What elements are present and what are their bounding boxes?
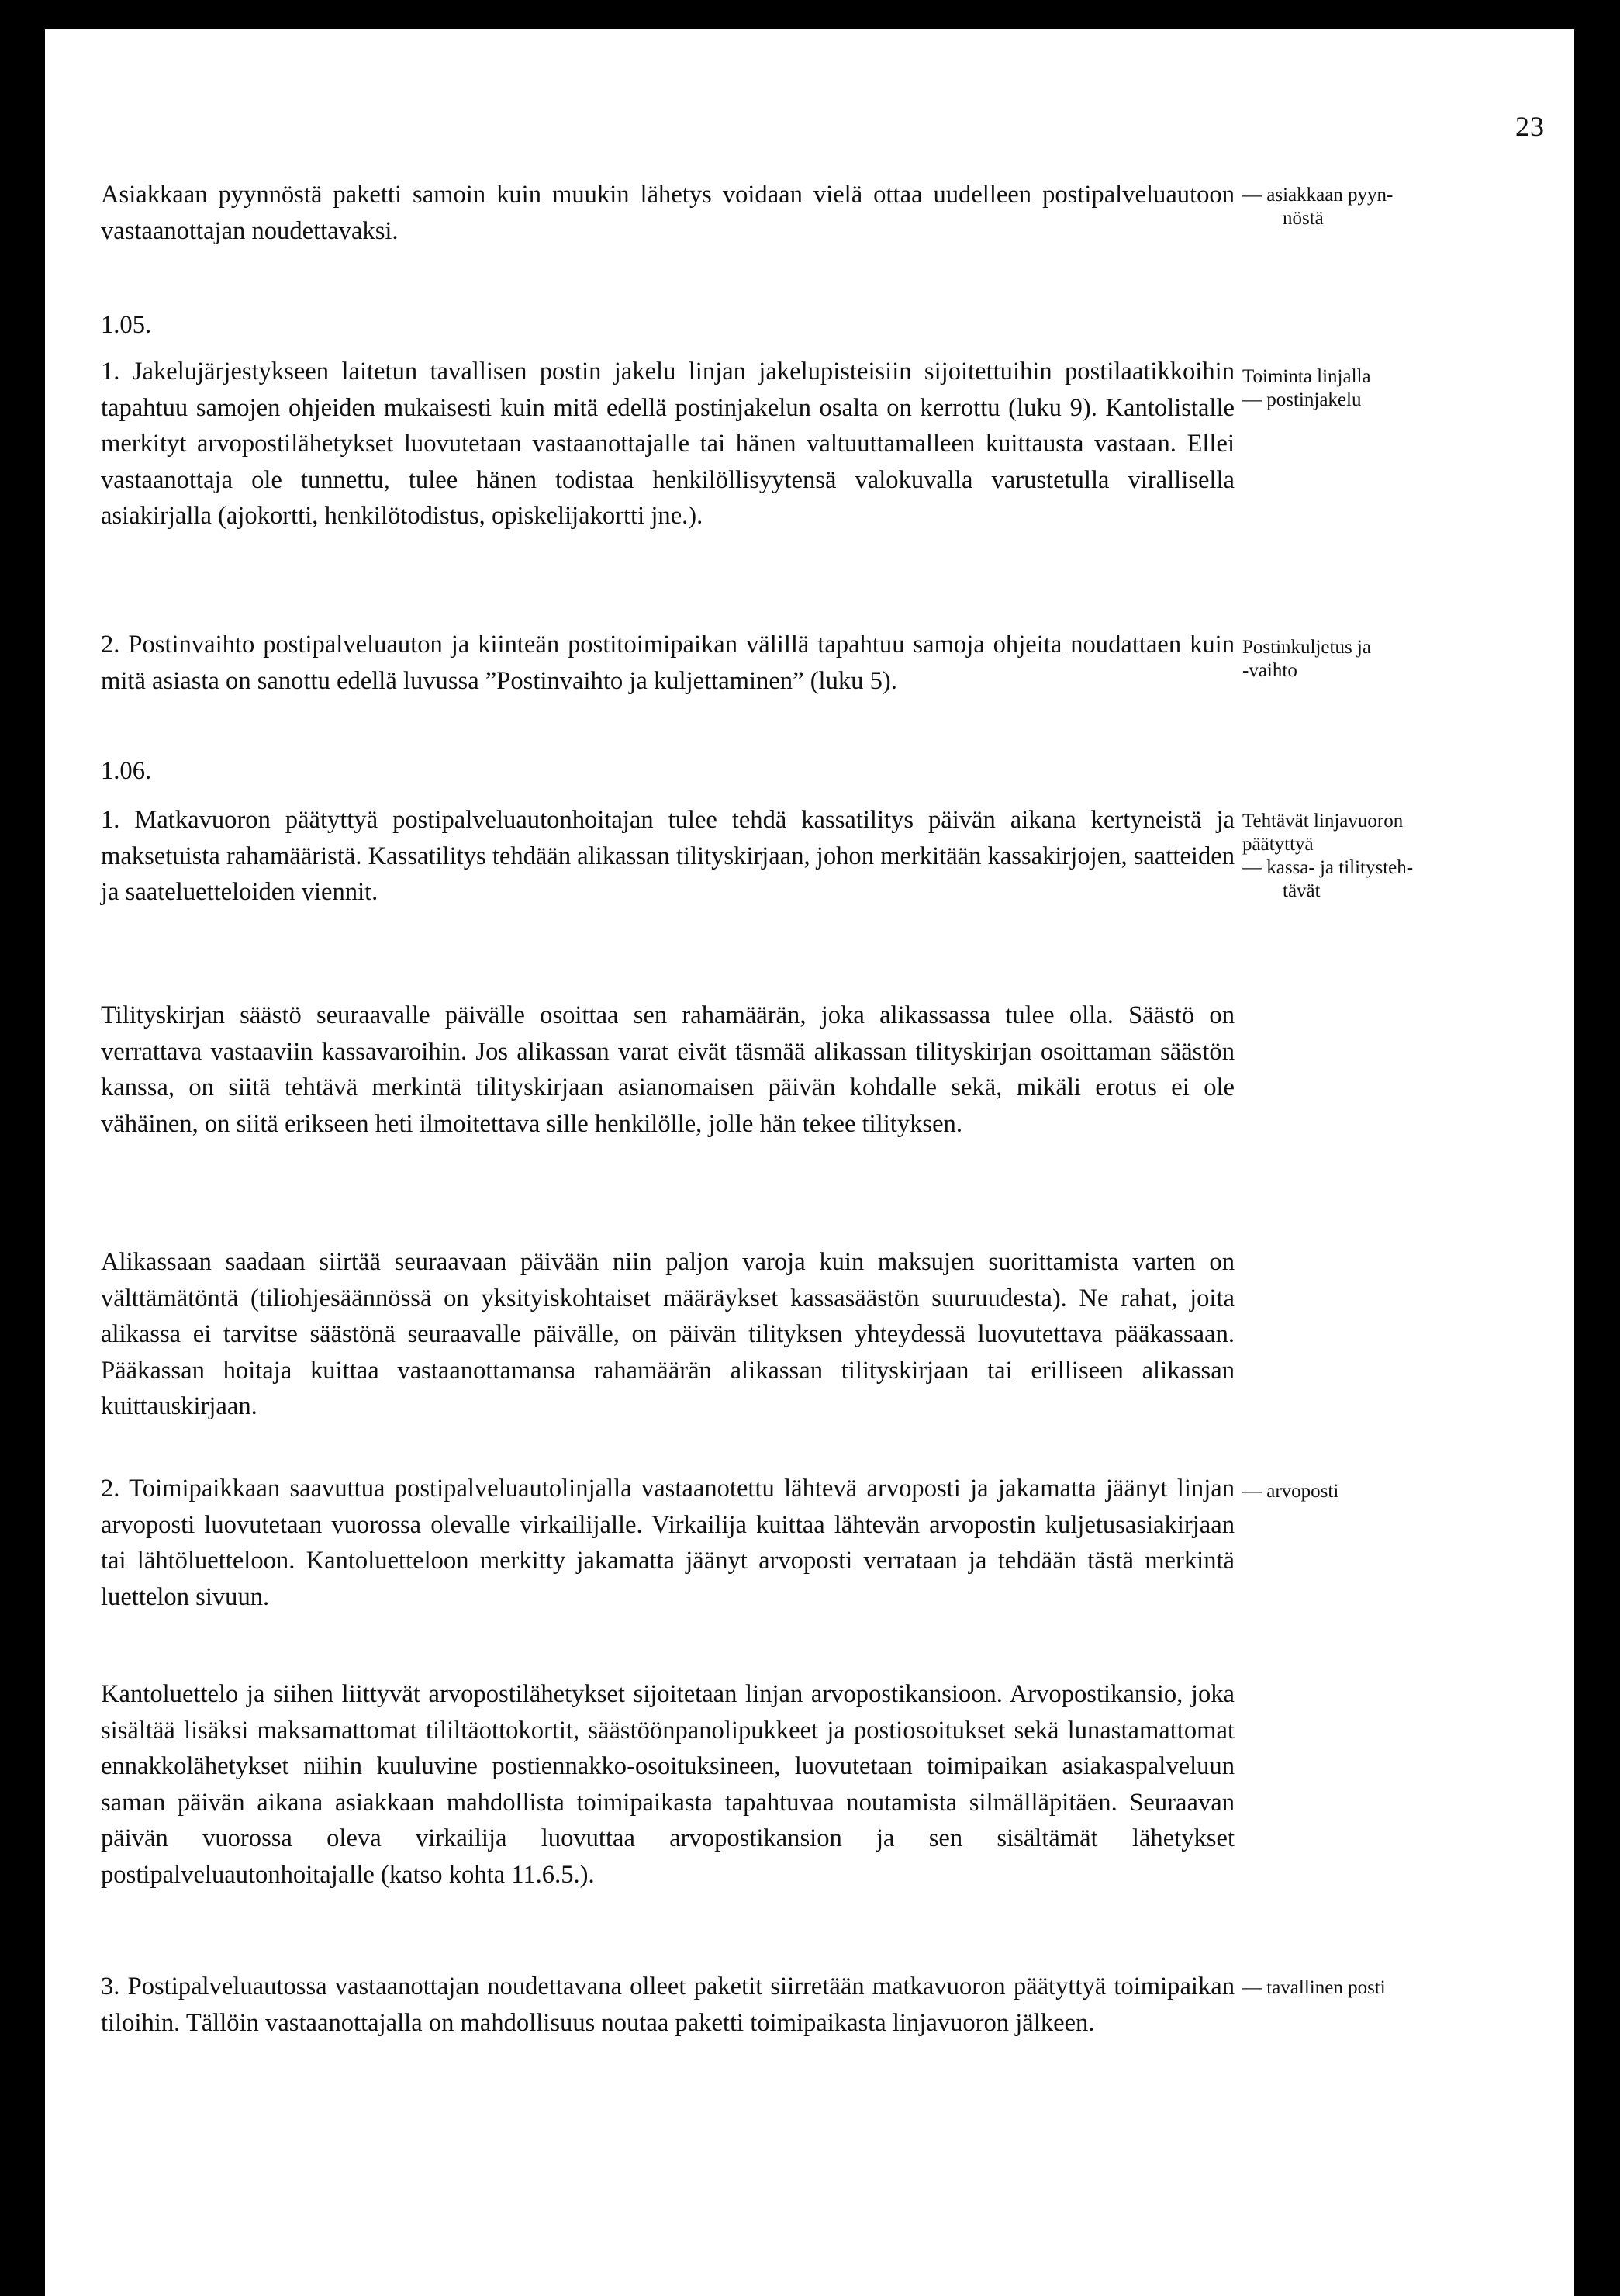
section-heading-1-05: 1.05. — [101, 311, 152, 339]
paragraph-text: Asiakkaan pyynnöstä paketti samoin kuin muukin lähetys voidaan vielä ottaa uudelleen postipalveluautoon vastaanottajan noudettavaksi. — [101, 181, 1235, 245]
paragraph-mail-exchange — [101, 627, 1235, 699]
margin-note-line: — kassa- ja tilitysteh- — [1242, 857, 1414, 878]
paragraph-pickup-request — [101, 177, 1235, 249]
paragraph-delivery-list — [101, 1676, 1235, 1893]
margin-note-line: — tavallinen posti — [1242, 1977, 1386, 1998]
margin-note-transport — [1242, 636, 1483, 683]
margin-note-ordinary-mail — [1242, 1976, 1483, 2000]
paragraph-text: Tilityskirjan säästö seuraavalle päivälle osoittaa sen rahamäärän, joka alikassassa tulee olla. Säästö on verrattava vastaaviin kassavaroihin. Jos alikassan varat eivät täsmää alikassan tilityskirjan osoittaman säästön kanssa, on siitä tehtävä merkintä tilityskirjaan asianomaisen päivän kohdalle sekä, mikäli erotus ei ole vähäinen, on siitä erikseen heti ilmoitettava sille henkilölle, jolle hän tekee tilityksen. — [101, 1001, 1235, 1138]
paragraph-text: 1. Jakelujärjestykseen laitetun tavallisen postin jakelu linjan jakelupisteisiin sijoitettuihin postilaatikkoihin tapahtuu samojen ohjeiden mukaisesti kuin mitä edellä postinjakelun osalta on kerrottu (luku 9). Kantolistalle merkityt arvopostilähetykset luovutetaan vastaanottajalle tai hänen valtuuttamalleen kuittausta vastaan. Ellei vastaanottaja ole tunnettu, tulee hänen todistaa henkilöllisyytensä valokuvalla varustetulla virallisella asiakirjalla (ajokortti, henkilötodistus, opiskelijakortti jne.). — [101, 358, 1235, 531]
paragraph-savings — [101, 998, 1235, 1142]
margin-note-line: — postinjakelu — [1242, 389, 1362, 410]
margin-note-pickup — [1242, 184, 1483, 230]
paragraph-text: 3. Postipalveluautossa vastaanottajan noudettavana olleet paketit siirretään matkavuoron päätyttyä toimipaikan tiloihin. Tällöin vastaanottajalla on mahdollisuus noutaa paketti toimipaikasta linjavuoron jälkeen. — [101, 1973, 1235, 2037]
margin-note-line: Toiminta linjalla — [1242, 366, 1371, 387]
margin-note-registered — [1242, 1480, 1483, 1503]
paragraph-text: 2. Postinvaihto postipalveluauton ja kiinteän postitoimipaikan välillä tapahtuu samoja ohjeita noudattaen kuin mitä asiasta on sanottu edellä luvussa ”Postinvaihto ja kuljettaminen” (luku 5). — [101, 631, 1235, 695]
paragraph-cash-accounting — [101, 802, 1235, 911]
margin-note-line: nöstä — [1283, 208, 1324, 229]
paragraph-text: 2. Toimipaikkaan saavuttua postipalveluautolinjalla vastaanotettu lähtevä arvoposti ja jakamatta jäänyt linjan arvoposti luovutetaan vuorossa olevalle virkailijalle. Virkailija kuittaa lähtevän arvopostin kuljetusasiakirjaan tai lähtöluetteloon. Kantoluetteloon merkitty jakamatta jäänyt arvoposti verrataan ja tehdään tästä merkintä luettelon sivuun. — [101, 1475, 1235, 1611]
scan-border-right — [1574, 0, 1620, 2296]
paragraph-text: Kantoluettelo ja siihen liittyvät arvopostilähetykset sijoitetaan linjan arvopostikansioon. Arvopostikansio, joka sisältää lisäksi maksamattomat tililtäottokortit, säästöönpanolipukkeet ja postiosoitukset sekä lunastamattomat ennakkolähetykset niihin kuuluvine postiennakko-osoituksineen, luovutetaan toimipaikan asiakaspalveluun saman päivän aikana asiakkaan mahdollista toimipaikasta tapahtuvaa noutamista silmälläpitäen. Seuraavan päivän vuorossa oleva virkailija luovuttaa arvopostikansion ja sen sisältämät lähetykset postipalveluautonhoitajalle (katso kohta 11.6.5.). — [101, 1680, 1235, 1889]
margin-note-duties — [1242, 810, 1483, 903]
section-heading-1-06: 1.06. — [101, 757, 152, 785]
margin-note-line: päätyttyä — [1242, 834, 1314, 855]
paragraph-transfer-funds — [101, 1244, 1235, 1425]
scan-border-left — [0, 0, 45, 2296]
paragraph-text: 1. Matkavuoron päätyttyä postipalveluautonhoitajan tulee tehdä kassatilitys päivän aikana kertyneistä ja maksetuista rahamääristä. Kassatilitys tehdään alikassan tilityskirjaan, johon merkitään kassakirjojen, saatteiden ja saateluetteloiden viennit. — [101, 806, 1235, 907]
paragraph-parcels — [101, 1969, 1235, 2041]
margin-note-line-operations — [1242, 365, 1483, 412]
paragraph-text: Alikassaan saadaan siirtää seuraavaan päivään niin paljon varoja kuin maksujen suorittamista varten on välttämätöntä (tiliohjesäännössä on yksityiskohtaiset määräykset kassasäästön suuruudesta). Ne rahat, joita alikassa ei tarvitse säästönä seuraavalle päivälle, on päivän tilityksen yhteydessä luovutettava pääkassaan. Pääkassan hoitaja kuittaa vastaanottamansa rahamäärän alikassan tilityskirjaan tai erilliseen alikassan kuittauskirjaan. — [101, 1248, 1235, 1421]
paragraph-delivery — [101, 354, 1235, 534]
margin-note-line: Tehtävät linjavuoron — [1242, 811, 1404, 832]
margin-note-line: — arvoposti — [1242, 1481, 1339, 1502]
document-page — [45, 29, 1574, 2296]
margin-note-line: -vaihto — [1242, 660, 1297, 681]
margin-note-line: tävät — [1283, 880, 1321, 901]
page-number: 23 — [1515, 111, 1545, 142]
paragraph-registered-mail — [101, 1471, 1235, 1615]
margin-note-line: — asiakkaan pyyn- — [1242, 185, 1394, 206]
margin-note-line: Postinkuljetus ja — [1242, 637, 1371, 658]
